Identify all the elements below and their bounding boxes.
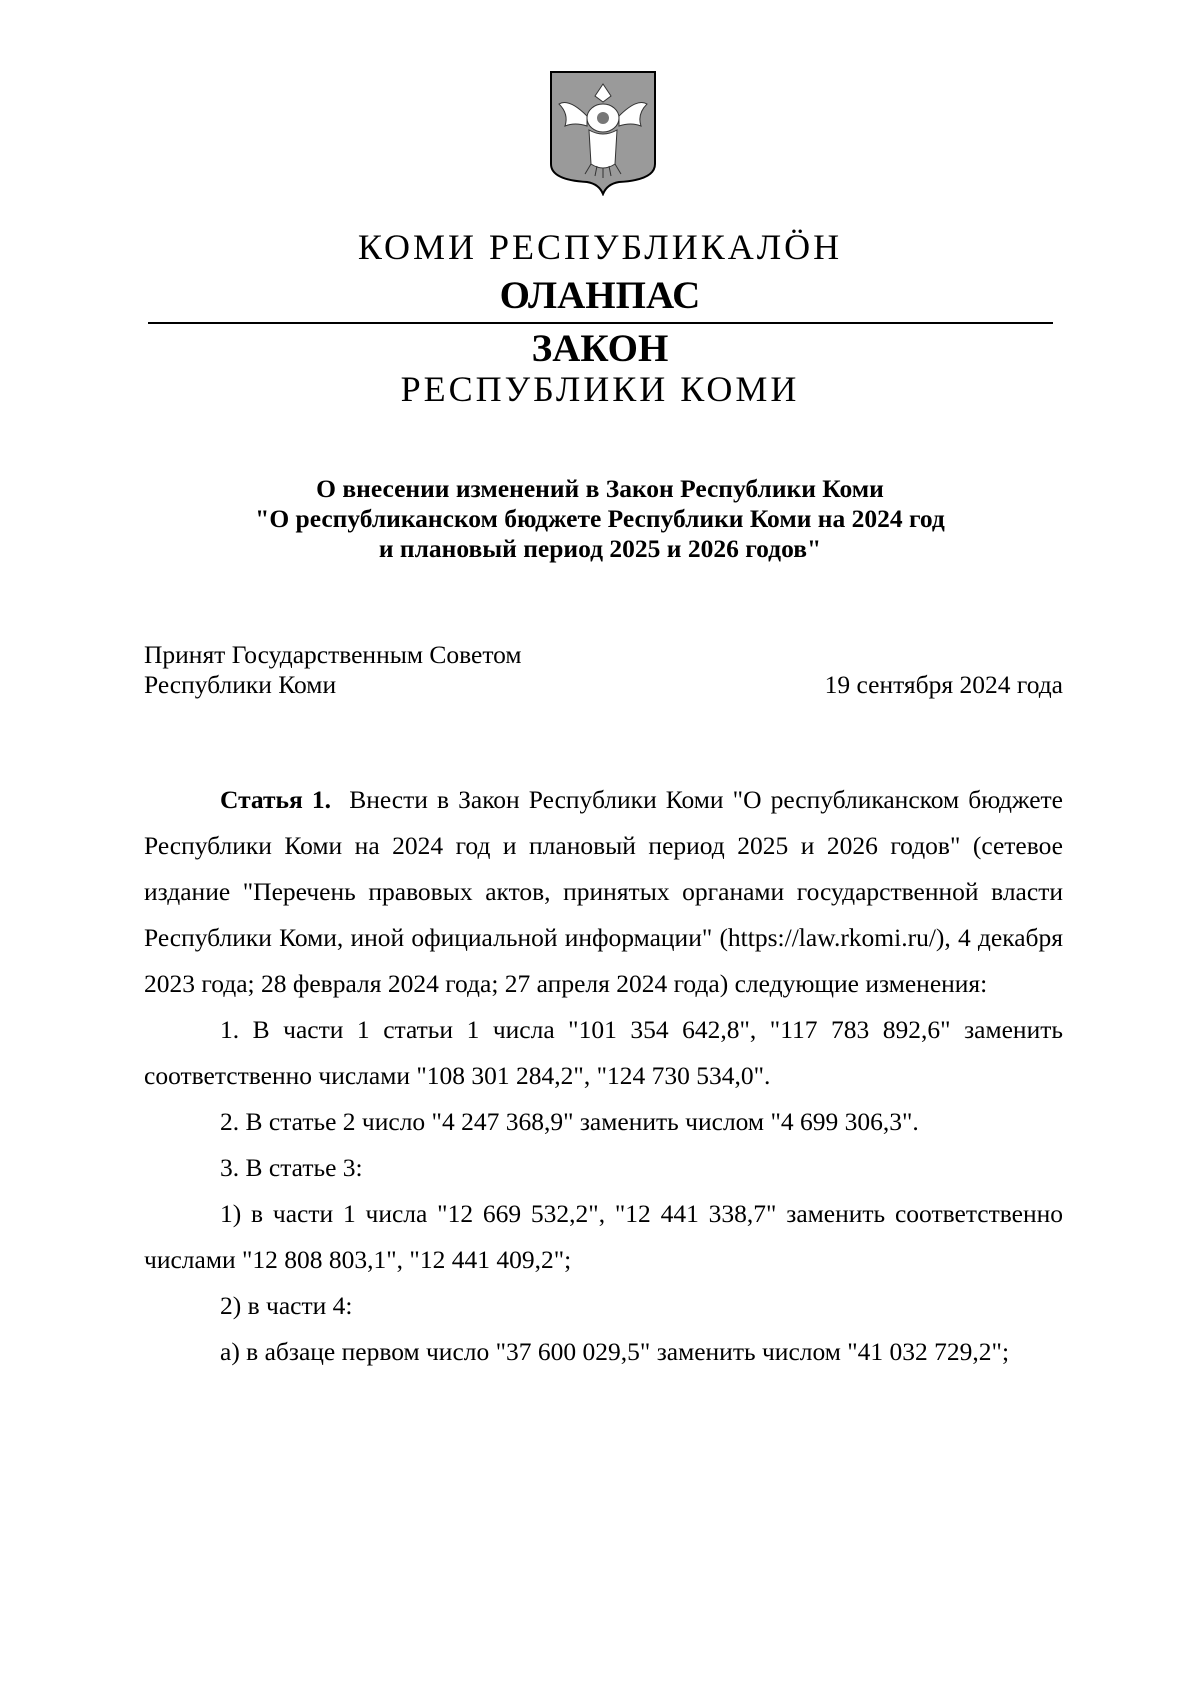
coat-of-arms-emblem (547, 68, 659, 196)
adoption-line: Республики Коми (144, 670, 337, 699)
header-line-zakon: ЗАКОН (531, 327, 669, 370)
law-title-line: О внесении изменений в Закон Республики Коми (316, 474, 884, 503)
header-line-republic: РЕСПУБЛИКИ КОМИ (400, 369, 800, 409)
header-divider (148, 322, 1053, 324)
law-title (0, 474, 1200, 564)
adoption-block (144, 640, 522, 700)
article-body (144, 777, 1063, 1375)
article-item: 3. В статье 3: (220, 1153, 363, 1182)
article-intro: Внести в Закон Республики Коми "О республиканском бюджете Республики Коми на 2024 год и плановый период 2025 и 2026 годов" (сетевое издание "Перечень правовых актов, принятых органами государственной власти Республики Коми, иной официальной информации" (https://law.rkomi.ru/), 4 декабря 2023 года; 28 февраля 2024 года; 27 апреля 2024 года) следующие изменения: (144, 785, 1063, 998)
article-label: Статья 1. (220, 785, 332, 814)
article-subitem: а) в абзаце первом число "37 600 029,5" заменить числом "41 032 729,2"; (220, 1337, 1010, 1366)
adoption-line: Принят Государственным Советом (144, 640, 522, 669)
law-title-line: и плановый период 2025 и 2026 годов" (378, 534, 822, 563)
article-subitem: 1) в части 1 числа "12 669 532,2", "12 441 338,7" заменить соответственно числами "12 808 803,1", "12 441 409,2"; (144, 1199, 1063, 1274)
header-line-olanpas: ОЛАНПАС (499, 274, 701, 317)
law-title-line: "О республиканском бюджете Республики Коми на 2024 год (255, 504, 945, 533)
article-item: 1. В части 1 статьи 1 числа "101 354 642,8", "117 783 892,6" заменить соответственно числами "108 301 284,2", "124 730 534,0". (144, 1015, 1063, 1090)
article-subitem: 2) в части 4: (220, 1291, 353, 1320)
article-paragraph (144, 777, 1063, 1007)
article-item: 2. В статье 2 число "4 247 368,9" заменить числом "4 699 306,3". (220, 1107, 919, 1136)
adoption-date: 19 сентября 2024 года (824, 670, 1063, 699)
header-line-komi: КОМИ РЕСПУБЛИКАЛÖН (357, 227, 843, 267)
